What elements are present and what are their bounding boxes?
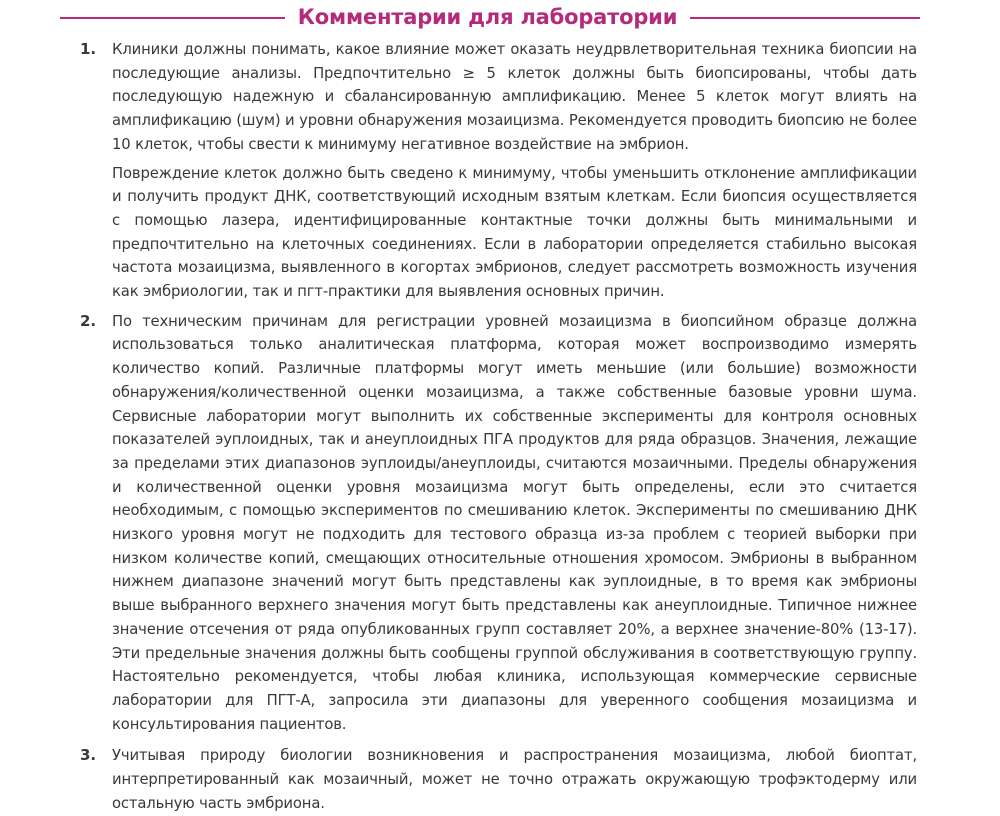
list-item-paragraph: Учитывая природу биологии возникновения и распространения мозаицизма, любой биоптат, интерпретированный как мозаичный, может не точно отражать окружающую трофэктодерму или остальную часть эмбриона. (112, 747, 917, 812)
section-header (0, 0, 1000, 36)
header-divider-left (60, 17, 285, 19)
list-item-2 (80, 310, 917, 737)
comments-list (0, 38, 1000, 816)
list-item-number: 1. (80, 40, 97, 58)
list-item-1 (80, 38, 917, 304)
header-divider-right (690, 17, 920, 19)
list-item-number: 2. (80, 311, 97, 330)
list-item-3 (80, 744, 917, 815)
list-item-paragraph: Повреждение клеток должно быть сведено к минимуму, чтобы уменьшить отклонение амплификации и получить продукт ДНК, соответствующий исходным взятым клеткам. Если биопсия осуществляется с помощью лазера, идентифицированные контактные точки должны быть минимальными и предпочтительно на клеточных соединениях. Если в лаборатории определяется стабильно высокая частота мозаицизма, выявленного в когортах эмбрионов, следует рассмотреть возможность изучения как эмбриологии, так и пгт-практики для выявления основных причин. (112, 164, 917, 301)
list-item-number: 3. (80, 746, 97, 765)
list-item-paragraph: Клиники должны понимать, какое влияние может оказать неудрвлетворительная техника биопсии на последующие анализы. Предпочтительно ≥ 5 клеток должны быть биопсированы, чтобы дать последующую надежную и сбалансированную амплификацию. Менее 5 клеток могут влиять на амплификацию (шум) и уровни обнаружения мозаицизма. Рекомендуется проводить биопсию не более 10 клеток, чтобы свести к минимуму негативное воздействие на эмбрион. (112, 41, 917, 153)
list-item-paragraph: По техническим причинам для регистрации уровней мозаицизма в биопсийном образце должна использоваться только аналитическая платформа, которая может воспроизводимо измерять количество копий. Различные платформы могут иметь меньшие (или большие) возможности обнаружения/количественной оценки мозаицизма, а также собственные базовые уровни шума. Сервисные лаборатории могут выполнить их собственные эксперименты для контроля основных показателей эуплоидных, так и анеуплоидных ПГА продуктов для ряда образцов. Значения, лежащие за пределами этих диапазонов эуплоиды/анеуплоиды, считаются мозаичными. Пределы обнаружения и количественной оценки уровня мозаицизма могут быть определены, если это считается необходимым, с помощью экспериментов по смешиванию клеток. Эксперименты по смешиванию ДНК низкого уровня могут не подходить для тестового образца из-за проблем с теорией выборки при низком количестве копий, смещающих относительные отношения хромосом. Эмбрионы в выбранном нижнем диапазоне значений могут быть представлены как эуплоидные, в то время как эмбрионы выше выбранного верхнего значения могут быть представлены как анеуплоидные. Типичное нижнее значение отсечения от ряда опубликованных групп составляет 20%, а верхнее значение-80% (13-17). Эти предельные значения должны быть сообщены группой обслуживания в соответствующую группу. Настоятельно рекомендуется, чтобы любая клиника, использующая коммерческие сервисные лаборатории для ПГТ-А, запросила эти диапазоны для уверенного сообщения мозаицизма и консультирования пациентов. (112, 312, 917, 733)
section-title: Комментарии для лаборатории (297, 5, 678, 29)
